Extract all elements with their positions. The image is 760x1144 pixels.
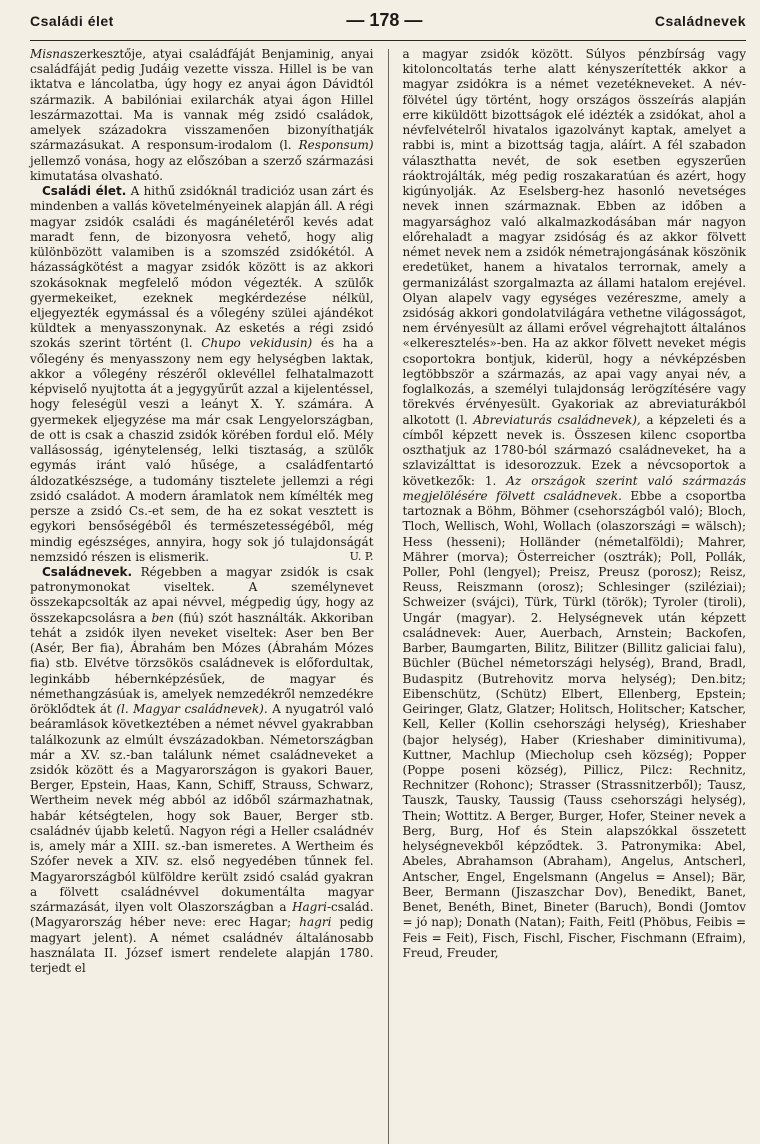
paragraph-continuation: a magyar zsidók között. Súlyos pénzbírság vagy kitoloncoltatás terhe alatt kényszerítették akkor a magyar zsidókra is a német vezetékneveket. A név-fölvétel úgy történt, hogy országos összeírás alapján erre kiküldött bizottságok elé idézték a zsidókat, ahol a névfelvételről hivatalos igazolványt kaptak, amelyet a rabbi is, mint a bizottság tagja, aláírt. A fél szabadon választhatta nevét, de sok esetben egyszerűen ráoktrojálták, még pedig roszakaratúan és azért, hogy kigúnyolják. Az Eselsberg-hez hasonló nevetséges nevek innen származnak. Ebben az időben a magyarsághoz való alkalmazkodásában már nagyon előrehaladt a magyar zsidóság és az akkor fölvett német nevek nem a zsidók németrajongásának köszönik eredetüket, hanem a hivatalos terrornak, amely a germanizálást szorgalmazta az állami hatalom erejével. Olyan alapelv vagy egységes vezéreszme, amely a zsidóság akkori gondolatvilágára vethetne világosságot, nem érvényesült az állami erővel végrehajtott általános «elkeresztelés»-ben. Ha az akkor fölvett neveket mégis csoportokra bontjuk, kiderül, hogy a névképzésben legtöbbször a származás, az apai vagy anyai név, a foglalkozás, a személyi tulajdonság lerögzítésére vagy törekvés érvényesült. Gyakoriak az abreviaturákból alkotott (l. Abreviaturás családnevek), a képzeleti és a címből képzett nevek is. Összesen kilenc csoportba oszthatjuk az 1780-ból származó családneveket, ha a szlavizálttat is idesorozzuk. Ezek a névcsoportok a következők: 1. Az országok szerint való származás megjelölésére fölvett családnevek. Ebbe a csoportba tartoznak a Böhm, Böhmer (csehországból való); Bloch, Tloch, Wellisch, Wohl, Wollach (olaszországi = wälsch); Hess (hesseni); Holländer (németalföldi); Mahrer, Mährer (morva); Österreicher (osztrák); Poll, Pollák, Poller, Pohl (lengyel); Preisz, Preusz (porosz); Reisz, Reuss, Reiszmann (orosz); Schlesinger (sziléziai); Schweizer (svájci), Türk, Türkl (török); Tyroler (tiroli), Ungár (magyar). 2. Helységnevek után képzett családnevek: Auer, Auerbach, Arnstein; Backofen, Barber, Baumgarten, Bilitz, Bilitzer (Billitz galiciai falu), Büchler (Büchel németországi helység), Brand, Bradl, Budaspitz (Butrehovitz morva helység); Den.bitz; Eibenschütz, (Schütz) Elbert, Ellenberg, Epstein; Geiringer, Glatz, Glatzer; Holitsch, Holitscher; Katscher, Kell, Keller (Kollin csehországi helység), Krieshaber (bajor helység), Haber (Krieshaber diminitivuma), Kuttner, Machlup (Miecholup cseh község); Popper (Poppe poseni község), Pillicz, Pilcz: Rechnitz, Rechnitzer (Rohonc); Strasser (Strassnitzerből); Tausz, Tauszk, Tausky, Taussig (Tauss csehországi helység), Thein; Wottitz. A Berger, Burger, Hofer, Steiner nevek a Berg, Burg, Hof és Stein alapszókkal összetett helységnevekből képződtek. 3. Patronymika: Abel, Abeles, Abrahamson (Abraham), Angelus, Antscherl, Antscher, Engel, Engelsmann (Angelus = Ansel); Bär, Beer, Bermann (Jiszaszchar Dov), Benedikt, Banet, Benet, Benéth, Binet, Bineter (Baruch), Bondi (Jomtov = jó nap); Donath (Natan); Faith, Feitl (Phöbus, Feibis = Feis = Feit), Fisch, Fischl, Fischer, Fischmann (Efraim), Freud, Freuder, xyxy=(402,47,747,960)
cross-reference: Responsum) xyxy=(298,138,374,153)
running-header xyxy=(30,10,746,41)
header-right-title: Családnevek xyxy=(654,13,746,29)
column-divider xyxy=(388,49,389,1144)
page-number: — 178 — xyxy=(346,10,423,30)
cross-reference: Abreviaturás családnevek), xyxy=(473,412,641,427)
cross-reference: Chupo vekidusin) xyxy=(201,336,313,351)
cross-reference: (l. Magyar családnevek). xyxy=(116,702,268,717)
entry-headword: Családi élet. xyxy=(42,184,127,199)
entry-csaladnevek: Családnevek. Régebben a magyar zsidók is csak patronymonokat viseltek. A személynevet összekapcsolták az apai névvel, mégpedig úgy, hogy az összekapcsolásra a ben (fiú) szót használták. Akkoriban tehát a zsidók ilyen neveket viseltek: Aser ben Ber (Asér, Ber fia), Ábrahám ben Mózes (Ábrahám Mózes fia) stb. Elvétve törzsökös családnevek is előfordultak, leginkább hébernképzésűek, de magyar és némethangzásúak is, amelyek nemzedékről nemzedékre öröklődtek át (l. Magyar családnevek). A nyugatról való beáramlások következtében a német névvel gyakrabban találkozunk az elmúlt évszázadokban. Németországban már a XV. sz.-ban találunk német családneveket a zsidók között és a Magyarországon is gyakori Bauer, Berger, Epstein, Haas, Kann, Schiff, Strauss, Schwarz, Wertheim nevek még abból az időből származhatnak, habár kétségtelen, hogy sok Bauer, Berger stb. családnév újabb keletű. Nagyon régi a Heller családnév is, amely már a XIII. sz.-ban ismeretes. A Wertheim és Szófer nevek a XIV. sz. első negyedében tűnnek fel. Magyarországból külföldre került zsidó család gyakran a fölvett családnévvel dokumentálta magyar származását, ilyen volt Olaszországban a Hagri-család. (Magyarország héber neve: erec Hagar; hagri pedig magyart jelent). A német családnév általánosabb használata II. József ismert rendelete alapján 1780. terjedt el xyxy=(30,564,374,976)
author-signature: U. P. xyxy=(349,549,374,563)
paragraph-misna: Misnaszerkesztője, atyai családfáját Benjaminig, anyai családfáját pedig Judáig vezette vissza. Hillel is be van iktatva e láncolatba, úgy hogy ez anyai ágon Dávidtól származik. A babilóniai exilarchák atyai ágon Hillel leszármazottai. Ma is vannak még zsidó családok, amelyek századokra visszamenően bizonyíthatják származásukat. A responsum-irodalom (l. Responsum) jellemző vonása, hogy az előszóban a szerző származási kimutatása olvasható. xyxy=(30,47,374,183)
term-misna: Misna xyxy=(30,47,68,61)
header-left-title: Családi élet xyxy=(30,13,114,29)
two-column-body xyxy=(30,47,746,1144)
left-column xyxy=(30,47,374,1144)
right-column xyxy=(403,47,747,1144)
entry-csaladi-elet: Családi élet. A hithű zsidóknál tradicióz usan zárt és mindenben a vallás követelményeinek alapján áll. A régi magyar zsidók családi és magánéletéről kevés adat maradt fenn, de bizonyosra vehető, hogy alig különbözött valamiben is a szomszéd zsidókétól. A házasságkötést a magyar zsidók között is az akkori szokásoknak megfelelő módon végezték. A szülők gyermekeiket, ezeknek megkérdezése nélkül, eljegyezték egymással és a vőlegény szülei ajándékot küldtek a menyasszonynak. Az esketés a régi zsidó szokás szerint történt (l. Chupo vekidusin) és ha a vőlegény és menyasszony nem egy helységben laktak, akkor a vőlegény részéről oklevéllel felhatalmazott képviselő nyujtotta át a jegygyűrűt azzal a kijelentéssel, hogy feleségül veszi a leányt X. Y. számára. A gyermekek eljegyzése ma már csak Lengyelországban, de ott is csak a chaszid zsidók körében fordul elő. Mély vallásosság, igénytelenség, lelki tisztaság, a szülők egymás iránt való hűsége, a családfentartó áldozatkészsége, a tudomány tisztelete jellemzi a régi zsidó családot. A modern áramlatok nem kímélték meg persze a zsidó Cs.-et sem, de ha ez sokat vesztett is egykori bensőségéből és természetességéből, még mindig egészséges, annyira, hogy sok jó tulajdonságát nemzsidó részen is elismerik. U. P. xyxy=(30,184,374,564)
group-heading: Az országok szerint való származás megjelölésére fölvett családnevek. xyxy=(402,473,747,503)
entry-headword: Családnevek. xyxy=(42,564,133,579)
